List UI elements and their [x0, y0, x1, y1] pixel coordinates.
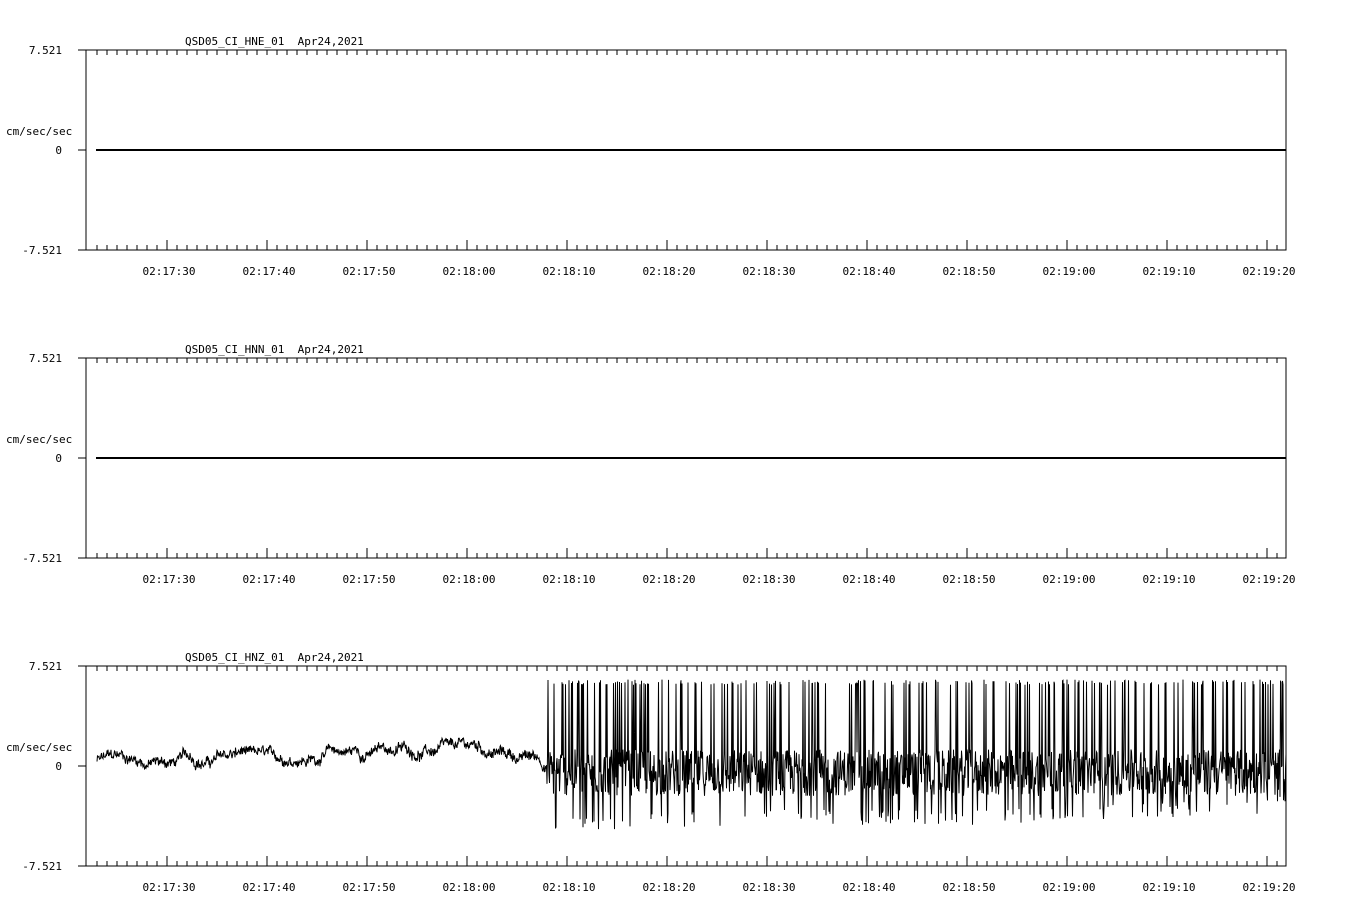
x-tick-label: 02:18:30 [742, 265, 796, 278]
y-tick-label: 0 [55, 144, 62, 157]
x-tick-label: 02:18:30 [742, 881, 796, 894]
x-tick-label: 02:18:30 [742, 573, 796, 586]
x-tick-label: 02:17:50 [342, 573, 396, 586]
y-tick-label: 0 [55, 452, 62, 465]
x-tick-label: 02:19:00 [1042, 573, 1096, 586]
x-tick-label: 02:17:30 [142, 265, 196, 278]
y-tick-label: -7.521 [22, 860, 62, 873]
x-tick-label: 02:18:50 [942, 265, 996, 278]
x-tick-label: 02:18:40 [842, 881, 896, 894]
x-tick-label: 02:17:40 [242, 265, 296, 278]
x-tick-label: 02:19:10 [1142, 881, 1196, 894]
x-tick-label: 02:18:50 [942, 881, 996, 894]
x-tick-label: 02:18:20 [642, 881, 696, 894]
x-tick-label: 02:18:40 [842, 573, 896, 586]
x-tick-label: 02:18:20 [642, 265, 696, 278]
panel-title: QSD05_CI_HNZ_01 Apr24,2021 [185, 651, 364, 664]
x-tick-label: 02:19:10 [1142, 265, 1196, 278]
x-tick-label: 02:18:10 [542, 881, 596, 894]
x-tick-label: 02:19:00 [1042, 881, 1096, 894]
chart-panel-1 [6, 35, 1295, 278]
y-tick-label: 7.521 [28, 44, 62, 57]
x-tick-label: 02:19:20 [1242, 573, 1296, 586]
x-tick-label: 02:17:30 [142, 573, 196, 586]
x-tick-label: 02:18:10 [542, 265, 596, 278]
panel-title: QSD05_CI_HNN_01 Apr24,2021 [185, 343, 364, 356]
y-tick-label: 0 [55, 760, 62, 773]
x-tick-label: 02:17:40 [242, 881, 296, 894]
x-tick-label: 02:18:00 [442, 573, 496, 586]
x-tick-label: 02:17:30 [142, 881, 196, 894]
y-tick-label: 7.521 [28, 352, 62, 365]
x-tick-label: 02:17:40 [242, 573, 296, 586]
x-tick-label: 02:19:20 [1242, 265, 1296, 278]
y-axis-label: cm/sec/sec [6, 125, 73, 138]
x-tick-label: 02:18:20 [642, 573, 696, 586]
x-tick-label: 02:19:20 [1242, 881, 1296, 894]
y-tick-label: -7.521 [22, 552, 62, 565]
y-tick-label: -7.521 [22, 244, 62, 257]
x-tick-label: 02:17:50 [342, 881, 396, 894]
y-axis-label: cm/sec/sec [6, 741, 73, 754]
trace-line [97, 680, 1286, 830]
x-tick-label: 02:17:50 [342, 265, 396, 278]
panel-title: QSD05_CI_HNE_01 Apr24,2021 [185, 35, 364, 48]
x-tick-label: 02:18:00 [442, 881, 496, 894]
y-axis-label: cm/sec/sec [6, 433, 73, 446]
x-tick-label: 02:19:10 [1142, 573, 1196, 586]
chart-panel-2 [6, 343, 1295, 586]
x-tick-label: 02:18:00 [442, 265, 496, 278]
x-tick-label: 02:18:40 [842, 265, 896, 278]
x-tick-label: 02:19:00 [1042, 265, 1096, 278]
x-tick-label: 02:18:10 [542, 573, 596, 586]
chart-panel-3 [6, 651, 1295, 894]
y-tick-label: 7.521 [28, 660, 62, 673]
x-tick-label: 02:18:50 [942, 573, 996, 586]
